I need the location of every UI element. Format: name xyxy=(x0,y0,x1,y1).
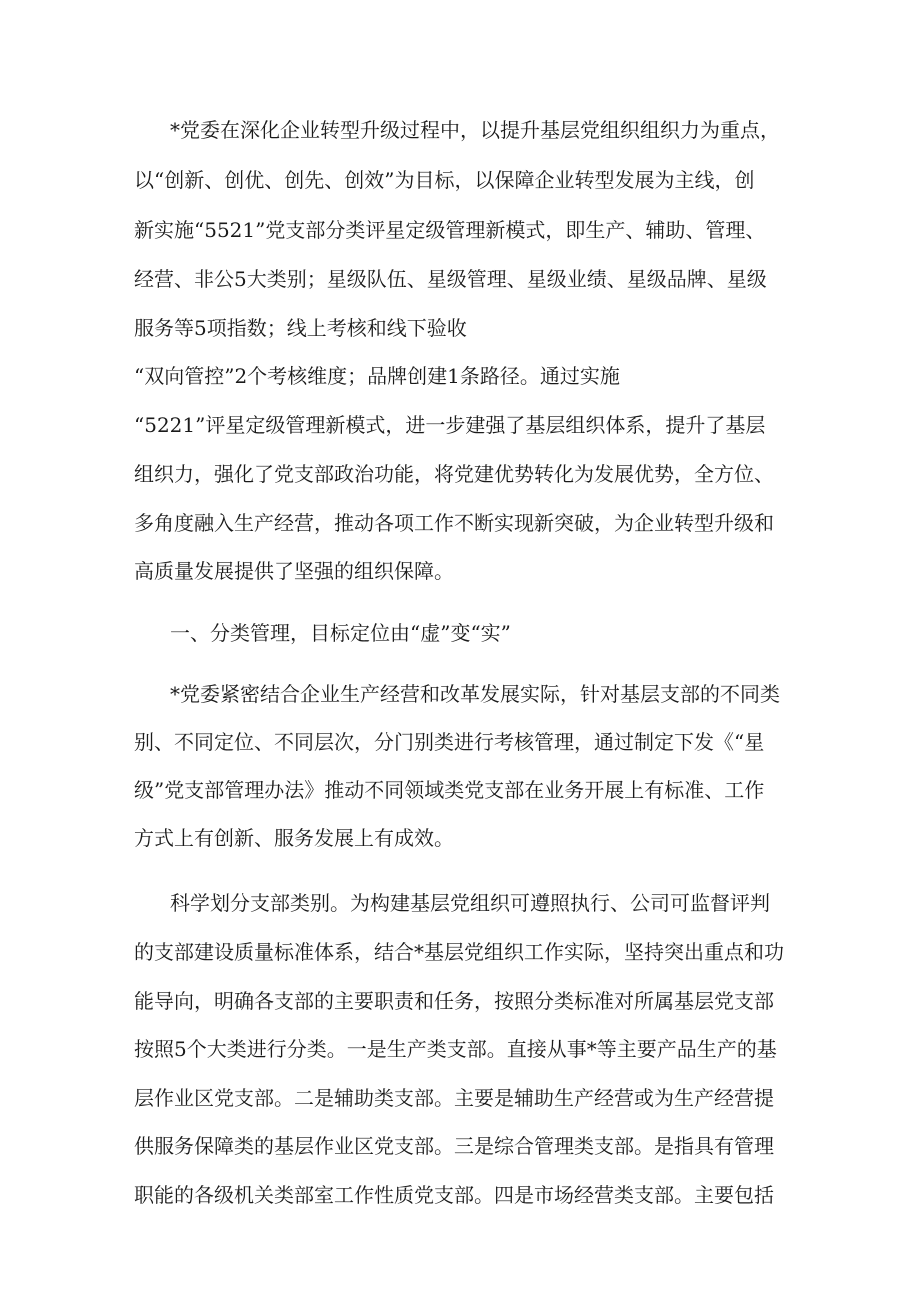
text-line: 方式上有创新、服务发展上有成效。 xyxy=(134,826,454,850)
text-line: 组织力，强化了党支部政治功能，将党建优势转化为发展优势，全方位、 xyxy=(134,462,774,486)
heading-text: 一、分类管理，目标定位由“虚”变“实” xyxy=(170,621,511,645)
text-line: 职能的各级机关类部室工作性质党支部。四是市场经营类支部。主要包括 xyxy=(134,1183,774,1207)
text-line: 层作业区党支部。二是辅助类支部。主要是辅助生产经营或为生产经营提 xyxy=(134,1086,774,1110)
text-line: 以“创新、创优、创先、创效”为目标，以保障企业转型发展为主线，创 xyxy=(134,168,755,192)
text-line: 的支部建设质量标准体系，结合*基层党组织工作实际，坚持突出重点和功 xyxy=(134,940,784,964)
text-line: 能导向，明确各支部的主要职责和任务，按照分类标准对所属基层党支部 xyxy=(134,989,774,1013)
text-line: 高质量发展提供了坚强的组织保障。 xyxy=(134,559,454,583)
text-line: 别、不同定位、不同层次，分门别类进行考核管理，通过制定下发《“星 xyxy=(134,730,765,754)
text-line: 经营、非公5大类别；星级队伍、星级管理、星级业绩、星级品牌、星级 xyxy=(134,267,767,291)
text-line: 级”党支部管理办法》推动不同领域类党支部在业务开展上有标准、工作 xyxy=(134,778,765,802)
text-line: 按照5个大类进行分类。一是生产类支部。直接从事*等主要产品生产的基 xyxy=(134,1037,777,1061)
text-line: *党委紧密结合企业生产经营和改革发展实际，针对基层支部的不同类 xyxy=(170,682,780,706)
text-line: 科学划分支部类别。为构建基层党组织可遵照执行、公司可监督评判 xyxy=(170,891,770,915)
text-line: 新实施“5521”党支部分类评星定级管理新模式，即生产、辅助、管理、 xyxy=(134,218,766,242)
text-line: *党委在深化企业转型升级过程中，以提升基层党组织组织力为重点， xyxy=(170,118,780,142)
text-line: 多角度融入生产经营，推动各项工作不断实现新突破，为企业转型升级和 xyxy=(134,511,774,535)
text-line: 服务等5项指数；线上考核和线下验收 xyxy=(134,316,467,340)
text-line: “5221”评星定级管理新模式，进一步建强了基层组织体系，提升了基层 xyxy=(134,413,766,437)
text-line: 供服务保障类的基层作业区党支部。三是综合管理类支部。是指具有管理 xyxy=(134,1134,774,1158)
text-line: “双向管控”2个考核维度；品牌创建1条路径。通过实施 xyxy=(134,364,620,388)
